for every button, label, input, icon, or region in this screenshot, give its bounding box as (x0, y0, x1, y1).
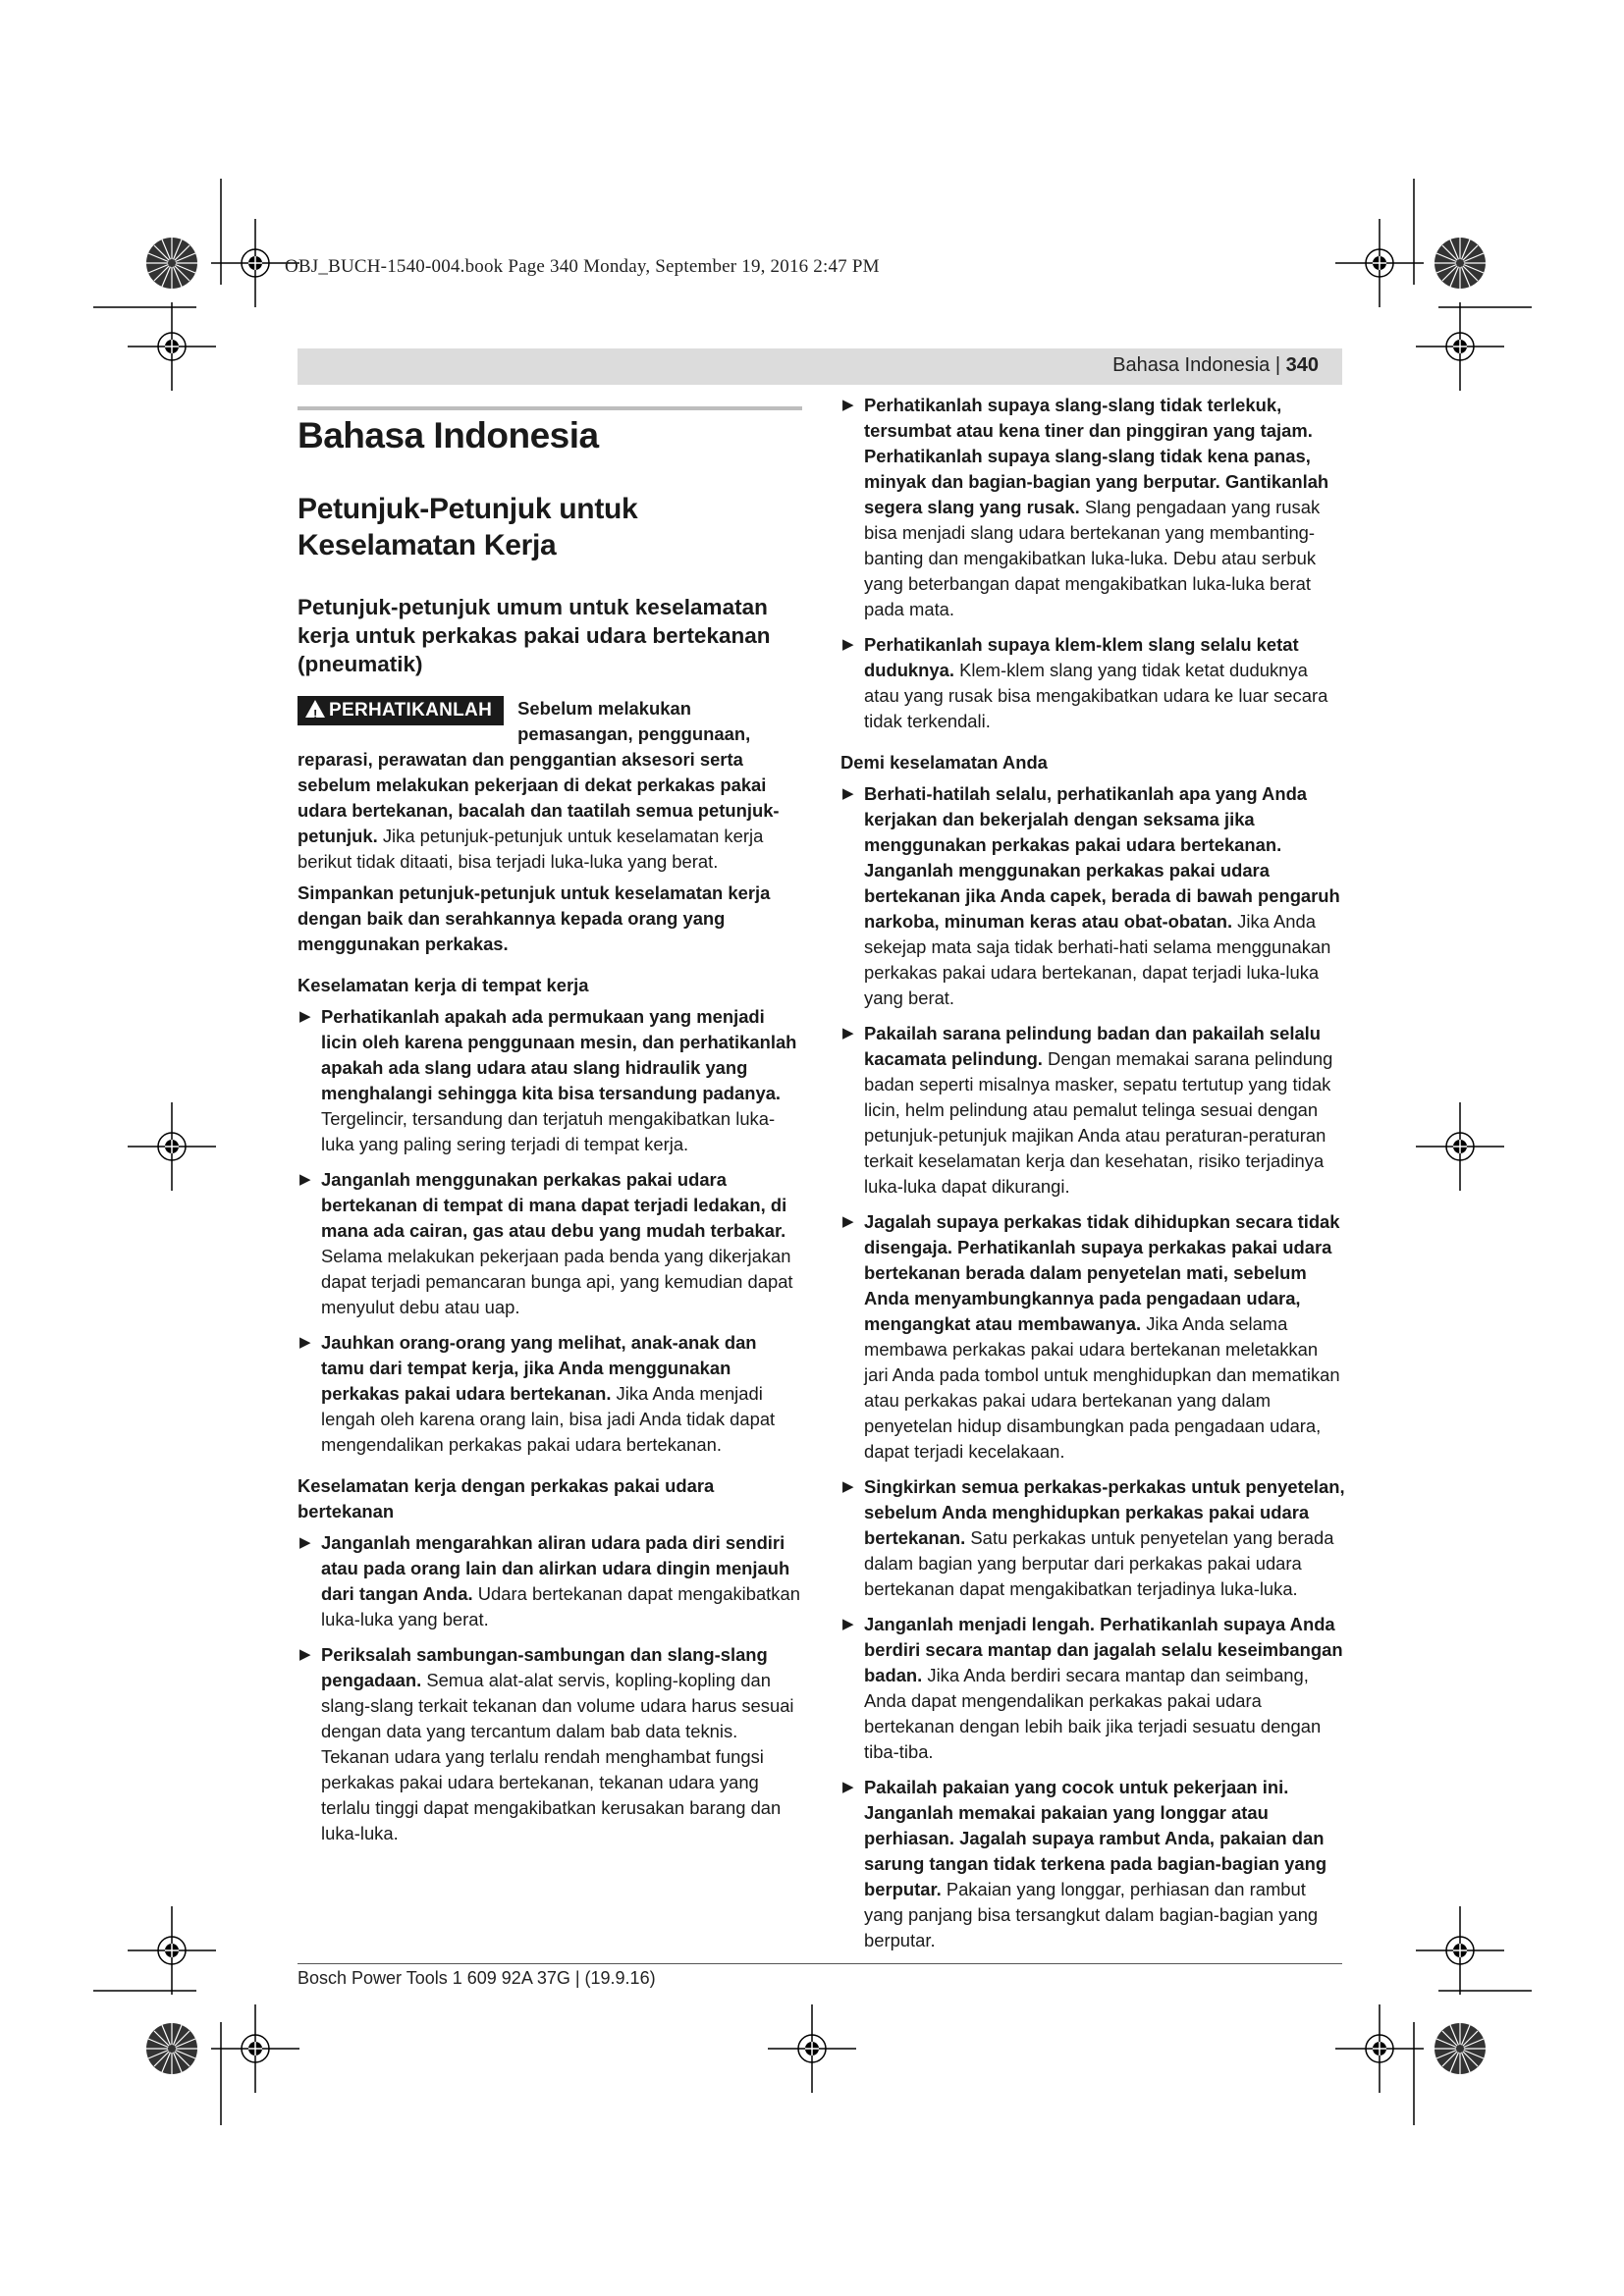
list-item (298, 1330, 803, 1458)
list-item (840, 393, 1345, 622)
bullet-arrow-icon: ▶ (299, 1171, 311, 1188)
item-bold-text: Pakailah sarana pelindung badan dan pakailah selalu kacamata pelindung. (864, 1023, 1322, 1069)
item-text: Jika Anda selama membawa perkakas pakai udara bertekanan meletakkan jari Anda pada tombol untuk menghidupkan dan mematikan atau perkakas pakai udara bertekanan yang dalam penyetelan hidup disambungkan pada pengadaan udara, dapat terjadi kecelakaan. (864, 1313, 1340, 1462)
item-text: Tergelincir, tersandung dan terjatuh mengakibatkan luka-luka yang paling sering terjadi di tempat kerja. (321, 1108, 776, 1154)
tool-safety-list-continued (840, 393, 1345, 734)
item-text: Selama melakukan pekerjaan pada benda yang dikerjakan dapat terjadi pemancaran bunga api, yang kemudian dapat menyulut debu atau uap. (321, 1246, 793, 1317)
list-item (840, 1474, 1345, 1602)
item-bold-text: Periksalah sambungan-sambungan dan slang-slang pengadaan. (321, 1644, 768, 1690)
item-bold-text: Jagalah supaya perkakas tidak dihidupkan secara tidak disengaja. Perhatikanlah supaya perkakas pakai udara bertekanan berada dalam penyetelan mati, sebelum Anda menyambungkannya pada pengadaan udara, mengangkat atau membawanya. (864, 1211, 1340, 1334)
warning-badge (298, 696, 504, 725)
item-text: Klem-klem slang yang tidak ketat duduknya atau yang rusak bisa mengakibatkan udara ke luar secara tidak terkendali. (864, 660, 1328, 731)
list-item (840, 1775, 1345, 1953)
bullet-arrow-icon: ▶ (842, 397, 854, 413)
item-text: Jika Anda menjadi lengah oleh karena orang lain, bisa jadi Anda tidak dapat mengendalikan perkakas pakai udara bertekanan. (321, 1383, 776, 1455)
workplace-list (298, 1004, 803, 1458)
tool-safety-list (298, 1530, 803, 1846)
warning-label: PERHATIKANLAH (329, 700, 493, 721)
list-item (298, 1167, 803, 1320)
page-number: 340 (1285, 354, 1319, 376)
warning-block (298, 696, 803, 875)
item-bold-text: Janganlah mengarahkan aliran udara pada diri sendiri atau pada orang lain dan alirkan udara dingin menjauh dari tangan Anda. (321, 1532, 790, 1604)
warning-bold-text: Sebelum melakukan pemasangan, penggunaan, reparasi, perawatan dan penggantian aksesori serta sebelum melakukan pekerjaan di dekat perkakas pakai udara bertekanan, bacalah dan taatilah semua petunjuk-petunjuk. (298, 698, 780, 846)
list-item (298, 1642, 803, 1846)
bullet-arrow-icon: ▶ (842, 1025, 854, 1041)
item-bold-text: Perhatikanlah apakah ada permukaan yang menjadi licin oleh karena penggunaan mesin, dan perhatikanlah apakah ada slang udara atau slang hidraulik yang menghalangi sehingga kita bisa tersandung padanya. (321, 1006, 797, 1103)
list-item (840, 1612, 1345, 1765)
bullet-arrow-icon: ▶ (299, 1534, 311, 1551)
bullet-arrow-icon: ▶ (299, 1334, 311, 1351)
bullet-arrow-icon: ▶ (842, 785, 854, 802)
left-column (298, 393, 803, 1856)
list-item (840, 632, 1345, 734)
item-bold-text: Janganlah menggunakan perkakas pakai udara bertekanan di tempat di mana dapat terjadi ledakan, di mana ada cairan, gas atau debu yang mudah terbakar. (321, 1169, 787, 1241)
header-separator: | (1270, 354, 1286, 376)
warning-text: Jika petunjuk-petunjuk untuk keselamatan kerja berikut tidak ditaati, bisa terjadi luka-luka yang berat. (298, 826, 764, 872)
item-bold-text: Jauhkan orang-orang yang melihat, anak-anak dan tamu dari tempat kerja, jika Anda menggunakan perkakas pakai udara bertekanan. (321, 1332, 757, 1404)
item-bold-text: Pakailah pakaian yang cocok untuk pekerjaan ini. Janganlah memakai pakaian yang longgar atau perhiasan. Jagalah supaya rambut Anda, pakaian dan sarung tangan tidak terkena pada bagian-bagian yang berputar. (864, 1777, 1327, 1899)
item-text: Pakaian yang longgar, perhiasan dan rambut yang panjang bisa tersangkut dalam bagian-bagian yang berputar. (864, 1879, 1319, 1950)
tool-safety-heading: Keselamatan kerja dengan perkakas pakai udara bertekanan (298, 1475, 715, 1522)
item-bold-text: Singkirkan semua perkakas-perkakas untuk penyetelan, sebelum Anda menghidupkan perkakas pakai udara bertekanan. (864, 1476, 1345, 1548)
item-bold-text: Janganlah menjadi lengah. Perhatikanlah supaya Anda berdiri secara mantap dan jagalah selalu keseimbangan badan. (864, 1614, 1343, 1685)
item-text: Udara bertekanan dapat mengakibatkan luka-luka yang berat. (321, 1583, 800, 1629)
list-item (840, 1021, 1345, 1200)
item-bold-text: Perhatikanlah supaya klem-klem slang selalu ketat duduknya. (864, 634, 1299, 680)
page-header-bar (298, 348, 1342, 385)
keep-instructions: Simpankan petunjuk-petunjuk untuk keselamatan kerja dengan baik dan serahkannya kepada orang yang menggunakan perkakas. (298, 882, 771, 954)
page-title: Bahasa Indonesia (298, 415, 599, 455)
list-item (298, 1004, 803, 1157)
warning-triangle-icon: ! (305, 700, 325, 718)
personal-heading: Demi keselamatan Anda (840, 752, 1048, 773)
print-info: OBJ_BUCH-1540-004.book Page 340 Monday, September 19, 2016 2:47 PM (285, 256, 880, 277)
bullet-arrow-icon: ▶ (842, 636, 854, 653)
list-item (298, 1530, 803, 1632)
item-text: Jika Anda sekejap mata saja tidak berhati-hati selama menggunakan perkakas pakai udara bertekanan, dapat terjadi luka-luka yang berat. (864, 911, 1331, 1008)
item-text: Jika Anda berdiri secara mantap dan seimbang, Anda dapat mengendalikan perkakas pakai udara bertekanan dengan lebih baik jika terjadi sesuatu dengan tiba-tiba. (864, 1665, 1322, 1762)
item-text: Semua alat-alat servis, kopling-kopling dan slang-slang terkait tekanan dan volume udara harus sesuai dengan data yang tercantum dalam bab data teknis. Tekanan udara yang terlalu rendah menghambat fungsi perkakas pakai udara bertekanan, tekanan udara yang terlalu tinggi dapat mengakibatkan kerusakan barang dan luka-luka. (321, 1670, 794, 1843)
item-text: Satu perkakas untuk penyetelan yang berada dalam bagian yang berputar dari perkakas pakai udara bertekanan dapat mengakibatkan terjadinya luka-luka. (864, 1527, 1334, 1599)
item-text: Dengan memakai sarana pelindung badan seperti misalnya masker, sepatu tertutup yang tidak licin, helm pelindung atau pemalut telinga sesuai dengan petunjuk-petunjuk majikan Anda atau peraturan-peraturan terkait keselamatan kerja dan kesehatan, risiko terjadinya luka-luka dapat dikurangi. (864, 1048, 1333, 1197)
workplace-heading: Keselamatan kerja di tempat kerja (298, 975, 589, 995)
bullet-arrow-icon: ▶ (299, 1646, 311, 1663)
footer-rule (298, 1963, 1342, 1964)
bullet-arrow-icon: ▶ (299, 1008, 311, 1025)
item-text: Slang pengadaan yang rusak bisa menjadi slang udara bertekanan yang membanting-banting dan mengakibatkan luka-luka. Debu atau serbuk yang beterbangan dapat mengakibatkan luka-luka berat pada mata. (864, 497, 1321, 619)
subsection-title: Petunjuk-petunjuk umum untuk keselamatan kerja untuk perkakas pakai udara bertekanan (pneumatik) (298, 595, 771, 676)
page-footer: Bosch Power Tools 1 609 92A 37G | (19.9.16) (298, 1968, 656, 1988)
bullet-arrow-icon: ▶ (842, 1478, 854, 1495)
personal-list (840, 781, 1345, 1953)
right-column (840, 393, 1345, 1963)
bullet-arrow-icon: ▶ (842, 1779, 854, 1795)
list-item (840, 781, 1345, 1011)
item-bold-text: Berhati-hatilah selalu, perhatikanlah apa yang Anda kerjakan dan bekerjalah dengan seksama jika menggunakan perkakas pakai udara bertekanan. Janganlah menggunakan perkakas pakai udara bertekanan jika Anda capek, berada di bawah pengaruh narkoba, minuman keras atau obat-obatan. (864, 783, 1340, 932)
bullet-arrow-icon: ▶ (842, 1213, 854, 1230)
bullet-arrow-icon: ▶ (842, 1616, 854, 1632)
header-language: Bahasa Indonesia (1112, 354, 1271, 376)
list-item (840, 1209, 1345, 1465)
item-bold-text: Perhatikanlah supaya slang-slang tidak terlekuk, tersumbat atau kena tiner dan pinggiran yang tajam. Perhatikanlah supaya slang-slang tidak kena panas, minyak dan bagian-bagian yang berputar. Gantikanlah segera slang yang rusak. (864, 395, 1329, 517)
section-title: Petunjuk-Petunjuk untuk Keselamatan Kerja (298, 493, 638, 561)
page-header (1112, 354, 1319, 377)
